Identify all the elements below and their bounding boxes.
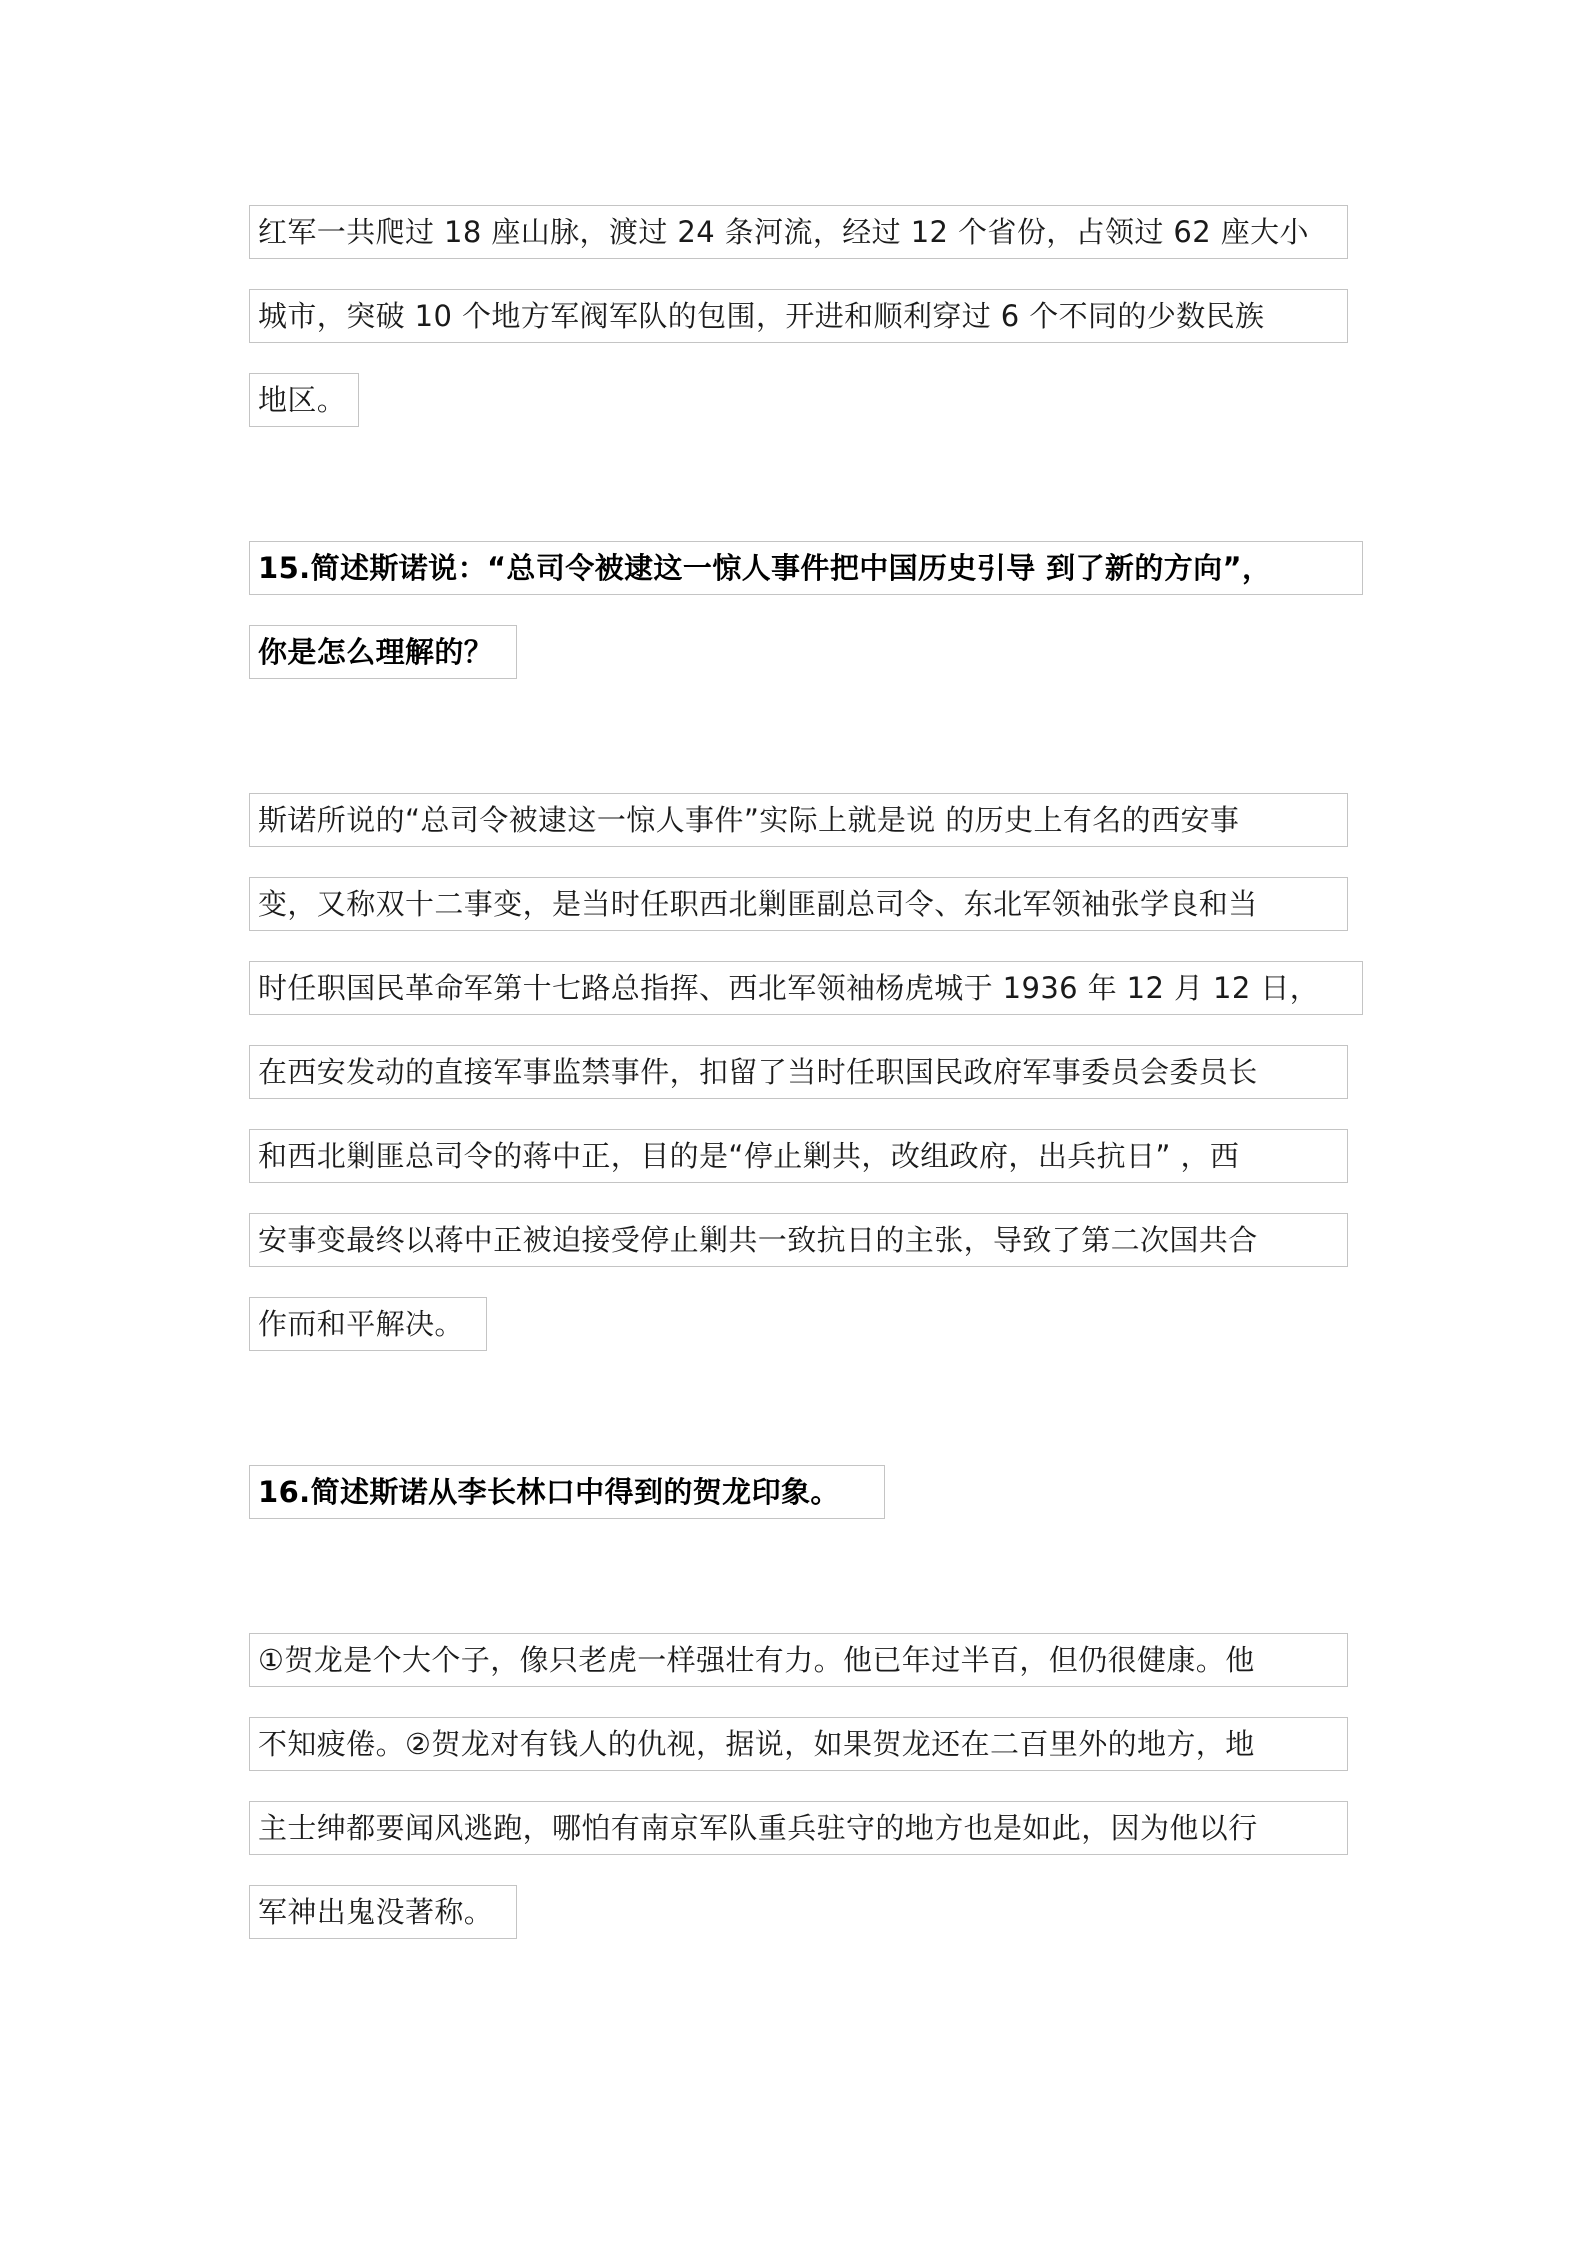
answer16-line-2: 不知疲倦。②贺龙对有钱人的仇视，据说，如果贺龙还在二百里外的地方，地: [249, 1717, 1348, 1771]
answer16-line-1: ①贺龙是个大个子，像只老虎一样强壮有力。他已年过半百，但仍很健康。他: [249, 1633, 1348, 1687]
answer15-line-5: 和西北剿匪总司令的蒋中正，目的是“停止剿共，改组政府，出兵抗日” ，西: [249, 1129, 1348, 1183]
answer14-line-3: 地区。: [249, 373, 359, 427]
answer15-line-3: 时任职国民革命军第十七路总指挥、西北军领袖杨虎城于 1936 年 12 月 12 日，: [249, 961, 1363, 1015]
answer15-line-4: 在西安发动的直接军事监禁事件，扣留了当时任职国民政府军事委员会委员长: [249, 1045, 1348, 1099]
question16-line-1: 16.简述斯诺从李长林口中得到的贺龙印象。: [249, 1465, 885, 1519]
answer16-line-4: 军神出鬼没著称。: [249, 1885, 517, 1939]
answer16-line-3: 主士绅都要闻风逃跑，哪怕有南京军队重兵驻守的地方也是如此，因为他以行: [249, 1801, 1348, 1855]
answer14-line-2: 城市，突破 10 个地方军阀军队的包围，开进和顺利穿过 6 个不同的少数民族: [249, 289, 1348, 343]
answer15-line-1: 斯诺所说的“总司令被逮这一惊人事件”实际上就是说 的历史上有名的西安事: [249, 793, 1348, 847]
answer15-line-7: 作而和平解决。: [249, 1297, 487, 1351]
answer14-line-1: 红军一共爬过 18 座山脉，渡过 24 条河流，经过 12 个省份，占领过 62 座大小: [249, 205, 1348, 259]
answer15-line-2: 变，又称双十二事变，是当时任职西北剿匪副总司令、东北军领袖张学良和当: [249, 877, 1348, 931]
question15-line-2: 你是怎么理解的？: [249, 625, 517, 679]
answer15-line-6: 安事变最终以蒋中正被迫接受停止剿共一致抗日的主张，导致了第二次国共合: [249, 1213, 1348, 1267]
question15-line-1: 15.简述斯诺说：“总司令被逮这一惊人事件把中国历史引导 到了新的方向”，: [249, 541, 1363, 595]
